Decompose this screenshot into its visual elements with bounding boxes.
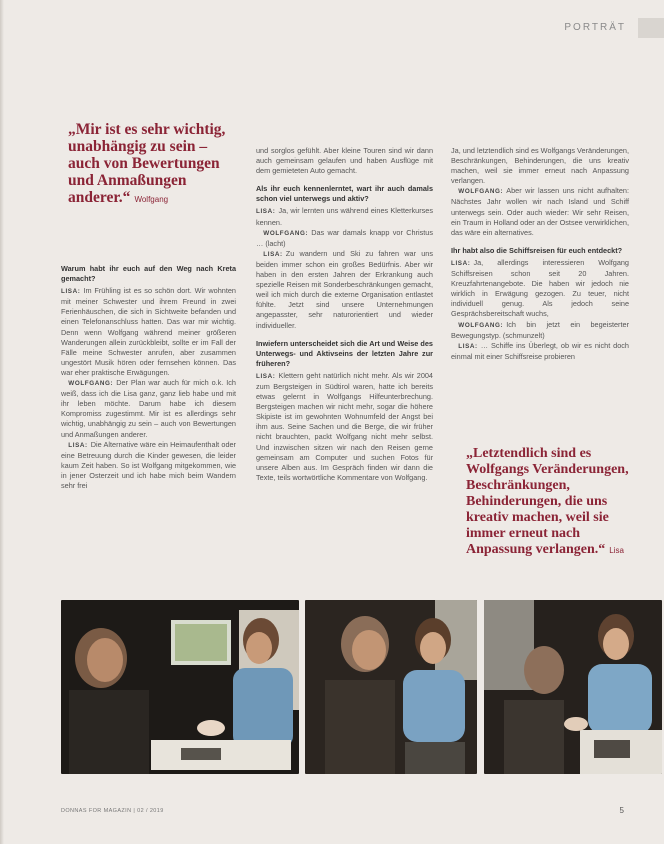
interview-answer xyxy=(61,286,236,378)
interview-question: Ihr habt also die Schiffsreisen für euch entdeckt? xyxy=(451,245,623,255)
speaker-label: LISA: xyxy=(451,259,471,267)
answer-text: Der Plan war auch für mich o.k. Ich weiß, dass ich die Lisa ganz, ganz lieb habe und mit ihr leben möchte. Darum habe ich diesem Kompromiss zugestimmt. Mir ist es allerdings sehr wichtig, unabhängig zu sein – auch von Bewertungen und Anmaßungen anderer. xyxy=(61,378,236,439)
pull-quote-right-attribution: Lisa xyxy=(609,546,624,555)
interview-question: Als ihr euch kennenlerntet, wart ihr auch damals schon viel unterwegs und aktiv? xyxy=(256,184,433,204)
answer-text: Klettern geht natürlich nicht mehr. Als wir 2004 zum Bergsteigen in Südtirol waren, hatte ich bereits etwas gelernt in Wolfgangs Hilfeunterbrechung. Bergsteigen machen wir nicht mehr, sogar die höhere Skipiste ist im gewohnten Wohnumfeld der Angst bei ihm aus. Seine Sachen und die Berge, die wir früher nicht brauchten, packt Wolfgang nicht mehr selbst. Und inzwischen sitzen wir nach den Reisen gerne gemeinsam am Computer und suchen Fotos für unsere Alben aus. Im Gespräch finden wir dann die Texte, teils wortwörtliche Kommentare von Wolfgang. xyxy=(256,370,433,482)
speaker-label: WOLFGANG: xyxy=(263,229,309,237)
interview-question: Inwiefern unterscheidet sich die Art und Weise des Unterwegs- und Aktivseins der letzten Jahre zur früheren? xyxy=(256,338,433,368)
pull-quote-left-attribution: Wolfgang xyxy=(134,195,169,204)
interview-answer xyxy=(256,228,433,249)
interview-answer xyxy=(61,440,236,491)
speaker-label: WOLFGANG: xyxy=(68,380,114,388)
speaker-label: LISA: xyxy=(68,441,88,449)
answer-text: Das war damals knapp vor Christus … (lacht) xyxy=(256,227,433,248)
page-spine-shadow xyxy=(0,0,4,844)
answer-text: Zu wandern und Ski zu fahren war uns beiden immer schon ein großes Bedürfnis. Aber wir haben in den ersten Jahren der Erkrankung auch spezielle Reisen mit Sonderbeschränkungen gemacht, weil ich mich durch die externe Organisation entlastet fühlte. Jetzt sind unsere Unternehmungen angepasster, sehr naturorientiert und wieder individueller. xyxy=(256,248,433,330)
photo-image xyxy=(305,600,477,774)
photo-image xyxy=(484,600,662,774)
answer-text: Die Alternative wäre ein Heimaufenthalt oder eine Betreuung durch die Kinder gewesen, die leider kaum Zeit haben. So ist Wolfgang mitgekommen, wie in jener Osterzeit und ich habe mich beim Wandern sehr frei xyxy=(61,439,236,490)
answer-text: Im Frühling ist es so schön dort. Wir wohnten mit meiner Schwester und ihrem Freund in zwei Ferienhäuschen, die sich in Sichtweite befanden und einen Telefonanschluss hatten. Das war mir wichtig. Denn wenn Wolfgang während meiner größeren Wanderungen allein zurückbleibt, sollte er im Fall der Fälle meine Schwester anrufen, aber zusammen ungestört Musik hören oder fernsehen können. Das war eher praktische Erwägungen. xyxy=(61,286,236,377)
interview-answer xyxy=(451,258,629,320)
interview-answer xyxy=(256,371,433,483)
answer-text: … Schiffe ins Überlegt, ob wir es nicht doch einmal mit einer Schiffsreise probieren xyxy=(451,340,629,361)
answer-text: Ja, wir lernten uns während eines Kletterkurses kennen. xyxy=(256,206,433,227)
photo-image xyxy=(61,600,299,774)
speaker-label: LISA: xyxy=(458,342,478,350)
speaker-label: WOLFGANG: xyxy=(458,188,504,196)
pull-quote-left-text: „Mir ist es sehr wichtig, unabhängig zu sein – auch von Bewertungen und Anmaßungen anderer.“ xyxy=(68,121,226,206)
footer-page-number: 5 xyxy=(619,806,624,815)
text-column-2 xyxy=(256,146,433,483)
answer-text: Aber wir lassen uns nicht aufhalten: Nächstes Jahr wollen wir nach Island und Schiff unterwegs sein. Oder auch wieder: Wir sehr Reisen, ein Traum in Holland oder an der Ostsee verwirklichen, das wäre ein alternatives. xyxy=(451,186,629,237)
corner-tab xyxy=(638,18,664,38)
speaker-label: WOLFGANG: xyxy=(458,321,504,329)
pull-quote-right-text: „Letztendlich sind es Wolfgangs Veränderungen, Beschränkungen, Behinderungen, die uns kreativ machen, weil sie immer erneut nach Anpassung verlangen.“ xyxy=(466,446,629,557)
photo-couple-with-album xyxy=(484,600,662,774)
pull-quote-right xyxy=(466,446,644,559)
text-column-1 xyxy=(61,264,236,491)
speaker-label: LISA: xyxy=(256,372,276,380)
speaker-label: LISA: xyxy=(256,208,276,216)
interview-answer xyxy=(451,320,629,341)
interview-answer xyxy=(451,341,629,362)
interview-question: Warum habt ihr euch auf den Weg nach Kreta gemacht? xyxy=(61,264,236,284)
photo-couple-talking xyxy=(305,600,477,774)
interview-answer xyxy=(451,186,629,237)
interview-answer xyxy=(256,206,433,227)
interview-answer xyxy=(256,249,433,331)
section-label: PORTRÄT xyxy=(564,22,626,33)
photo-couple-at-table xyxy=(61,600,299,774)
footer-publication: DONNAS FOR MAGAZIN | 02 / 2019 xyxy=(61,808,164,814)
text-column-3 xyxy=(451,146,629,362)
speaker-label: LISA: xyxy=(263,250,283,258)
interview-answer: und sorglos gefühlt. Aber kleine Touren sind wir dann auch gemeinsam gelaufen und haben Ausflüge mit dem gemieteten Auto gemacht. xyxy=(256,146,433,176)
interview-answer xyxy=(61,378,236,440)
answer-text: Ja, allerdings interessieren Wolfgang Schiffsreisen schon seit 20 Jahren. Kreuzfahrtenangebote. Die haben wir jedoch nie wirklich in Erwägung gezogen. Zu teuer, nicht individuell genug. Als jedoch seine Gesprächsbereitschaft wuchs, xyxy=(451,257,629,319)
speaker-label: LISA: xyxy=(61,288,81,296)
interview-answer: Ja, und letztendlich sind es Wolfgangs Veränderungen, Beschränkungen, Behinderungen, die uns kreativ machen, weil sie immer erneut nach Anpassung verlangen. xyxy=(451,146,629,186)
answer-text: Ich bin jetzt ein begeisterter Bewegungstyp. (schmunzelt) xyxy=(451,319,629,340)
pull-quote-left xyxy=(68,121,238,208)
